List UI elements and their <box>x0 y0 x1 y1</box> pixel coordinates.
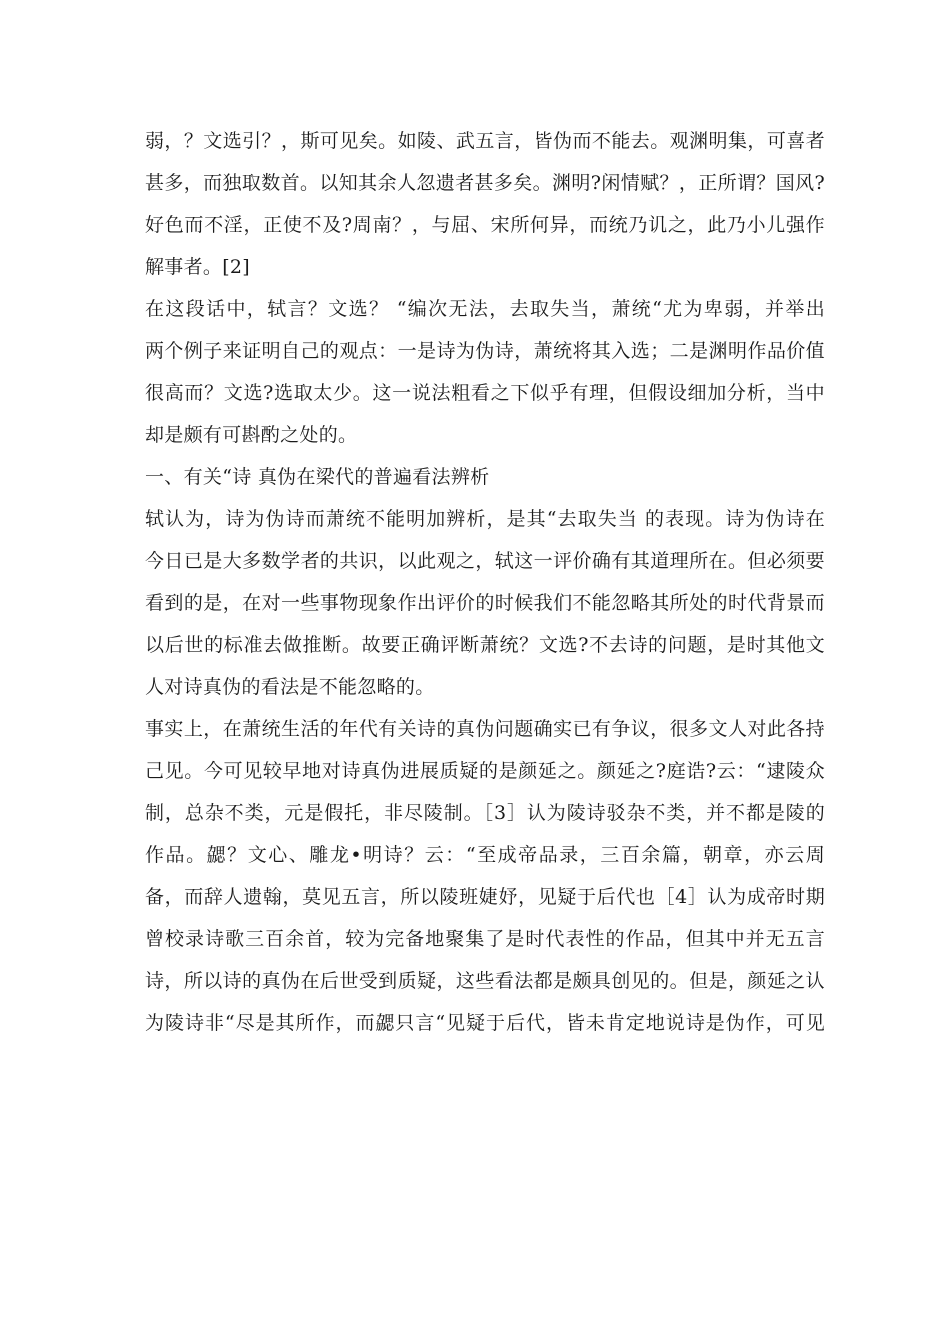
text-line: 作品。勰？文心、雕龙•明诗？云：“至成帝品录，三百余篇，朝章，亦云周 <box>145 844 825 866</box>
text-line: 诗，所以诗的真伪在后世受到质疑，这些看法都是颇具创见的。但是，颜延之认 <box>145 970 825 992</box>
text-line: 备，而辞人遗翰，莫见五言，所以陵班婕妤，见疑于后代也［4］认为成帝时期 <box>145 886 825 908</box>
text-line: 很高而？文选?选取太少。这一说法粗看之下似乎有理，但假设细加分析，当中 <box>145 382 825 404</box>
text-line: 以后世的标准去做推断。故要正确评断萧统？文选?不去诗的问题，是时其他文 <box>145 634 825 656</box>
text-line: 解事者。[2] <box>145 256 251 278</box>
text-line: 轼认为，诗为伪诗而萧统不能明加辨析，是其“去取失当 的表现。诗为伪诗在 <box>145 508 825 530</box>
text-line: 今日已是大多数学者的共识，以此观之，轼这一评价确有其道理所在。但必须要 <box>145 550 825 572</box>
text-line: 在这段话中，轼言？文选？ “编次无法，去取失当，萧统“尤为卑弱，并举出 <box>145 298 825 320</box>
text-line: 事实上，在萧统生活的年代有关诗的真伪问题确实已有争议，很多文人对此各持 <box>145 718 825 740</box>
text-line: 好色而不淫，正使不及?周南？，与屈、宋所何异，而统乃讥之，此乃小儿强作 <box>145 214 825 236</box>
text-line: 甚多，而独取数首。以知其余人忽遗者甚多矣。渊明?闲情赋？，正所谓？国风? <box>145 172 825 194</box>
text-line: 曾校录诗歌三百余首，较为完备地聚集了是时代表性的作品，但其中并无五言 <box>145 928 825 950</box>
text-line: 两个例子来证明自己的观点：一是诗为伪诗，萧统将其入选；二是渊明作品价值 <box>145 340 825 362</box>
text-line: 己见。今可见较早地对诗真伪进展质疑的是颜延之。颜延之?庭诰?云：“逮陵众 <box>145 760 825 782</box>
text-line: 为陵诗非“尽是其所作，而勰只言“见疑于后代，皆未肯定地说诗是伪作，可见 <box>145 1012 825 1034</box>
body-text <box>145 120 825 1044</box>
section-heading: 一、有关“诗 真伪在梁代的普遍看法辨析 <box>145 466 490 488</box>
text-line: 弱，？文选引？，斯可见矣。如陵、武五言，皆伪而不能去。观渊明集，可喜者 <box>145 130 825 152</box>
text-line: 制，总杂不类，元是假托，非尽陵制。［3］认为陵诗驳杂不类，并不都是陵的 <box>145 802 825 824</box>
text-line: 却是颇有可斟酌之处的。 <box>145 424 358 446</box>
text-line: 人对诗真伪的看法是不能忽略的。 <box>145 676 435 698</box>
text-line: 看到的是，在对一些事物现象作出评价的时候我们不能忽略其所处的时代背景而 <box>145 592 825 614</box>
